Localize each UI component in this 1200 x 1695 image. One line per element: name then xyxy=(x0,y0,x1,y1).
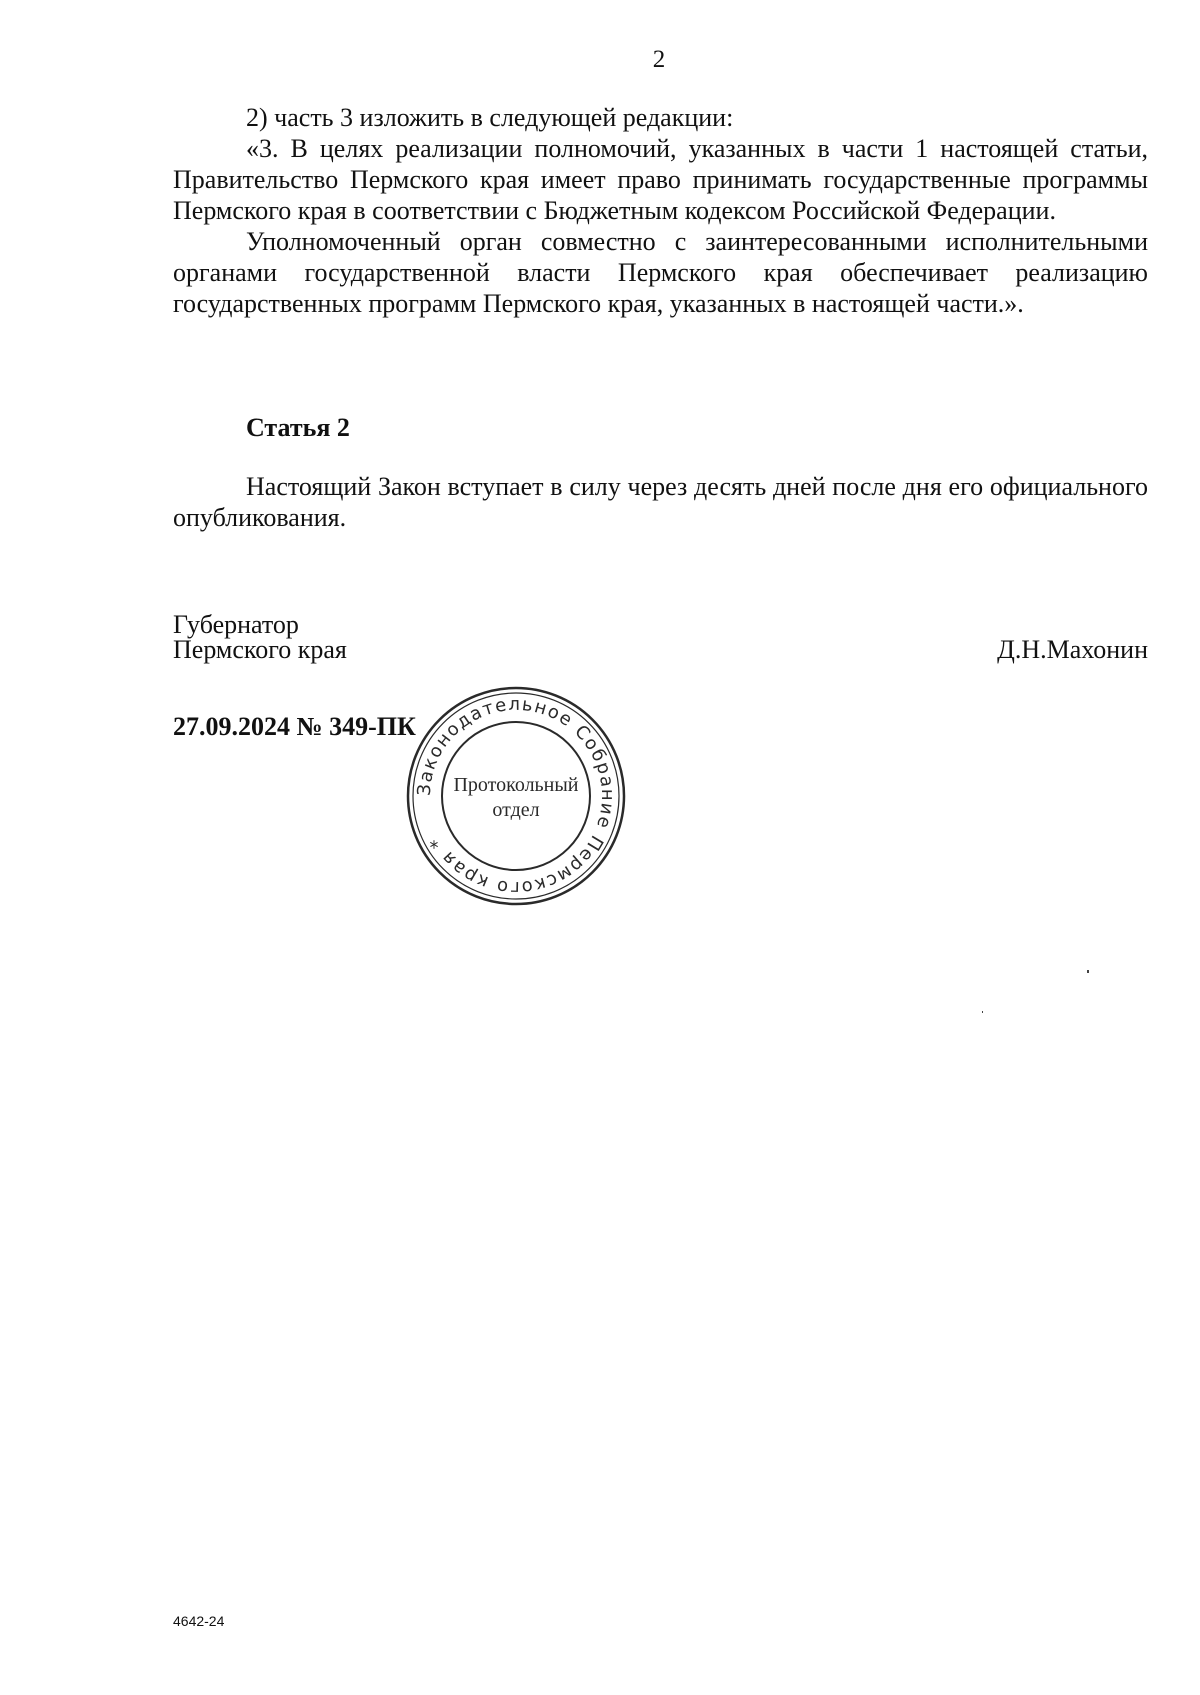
signature-title-line-2: Пермского края xyxy=(173,635,347,664)
stamp-ring-text: Законодательное Собрание Пермского края * xyxy=(413,693,619,899)
signature-title xyxy=(173,612,347,662)
article-2-text: Настоящий Закон вступает в силу через десять дней после дня его официального опубликования. xyxy=(173,472,1148,532)
amendment-text xyxy=(173,102,1148,319)
document-code: 4642-24 xyxy=(173,1613,225,1629)
scan-speck xyxy=(1087,970,1089,973)
stamp-center-line-1: Протокольный xyxy=(453,774,579,796)
page-number: 2 xyxy=(652,46,666,73)
amendment-paragraph-2: Уполномоченный орган совместно с заинтересованными исполнительными органами государственной власти Пермского края обеспечивает реализацию государственных программ Пермского края, указанных в настоящей части.». xyxy=(173,227,1148,318)
signatory-name: Д.Н.Махонин xyxy=(997,635,1148,664)
scan-speck xyxy=(982,1011,983,1013)
law-date-number: 27.09.2024 № 349-ПК xyxy=(173,712,416,741)
stamp-seal xyxy=(403,683,629,909)
signature-title-line-1: Губернатор xyxy=(173,610,299,639)
stamp-center-line-2: отдел xyxy=(492,799,540,821)
article-2-body xyxy=(173,471,1148,533)
amendment-paragraph-1: «3. В целях реализации полномочий, указанных в части 1 настоящей статьи, Правительство Пермского края имеет право принимать государственные программы Пермского края в соответствии с Бюджетным кодексом Российской Федерации. xyxy=(173,134,1148,225)
article-2-heading: Статья 2 xyxy=(246,413,350,442)
amendment-intro: 2) часть 3 изложить в следующей редакции: xyxy=(246,103,734,132)
svg-text:Законодательное Собрание Пермс xyxy=(414,694,618,898)
